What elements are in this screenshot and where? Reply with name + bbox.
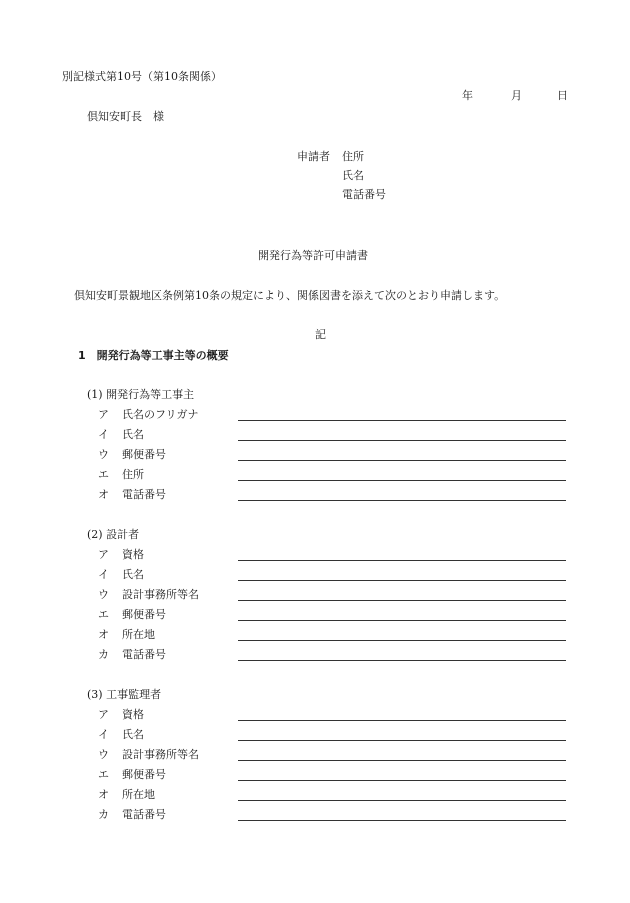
entry-line[interactable] — [238, 600, 566, 601]
item-label: カ — [98, 808, 109, 821]
entry-line[interactable] — [238, 620, 566, 621]
item-text: 電話番号 — [122, 808, 166, 821]
section-title-developer: (1) 開発行為等工事主 — [87, 388, 195, 401]
form-title: 開発行為等許可申請書 — [258, 249, 368, 262]
item-text: 電話番号 — [122, 648, 166, 661]
item-label: オ — [98, 488, 109, 501]
item-text: 氏名のフリガナ — [122, 408, 199, 421]
item-label: オ — [98, 628, 109, 641]
item-label: イ — [98, 428, 109, 441]
item-label: ウ — [98, 448, 109, 461]
item-text: 住所 — [122, 468, 144, 481]
entry-line[interactable] — [238, 460, 566, 461]
section-title-designer: (2) 設計者 — [87, 528, 140, 541]
list-item — [0, 766, 630, 782]
list-item — [0, 626, 630, 642]
item-text: 郵便番号 — [122, 768, 166, 781]
entry-line[interactable] — [238, 440, 566, 441]
list-item — [0, 706, 630, 722]
list-item — [0, 726, 630, 742]
date-year-label: 年 — [462, 89, 473, 102]
item-text: 所在地 — [122, 788, 155, 801]
item-label: ウ — [98, 588, 109, 601]
list-item — [0, 746, 630, 762]
list-item — [0, 486, 630, 502]
item-text: 氏名 — [122, 428, 144, 441]
list-item — [0, 606, 630, 622]
item-label: エ — [98, 468, 109, 481]
list-item — [0, 426, 630, 442]
addressee: 倶知安町長 様 — [87, 110, 164, 123]
item-text: 設計事務所等名 — [122, 588, 199, 601]
item-label: カ — [98, 648, 109, 661]
entry-line[interactable] — [238, 740, 566, 741]
section-heading: 1 開発行為等工事主等の概要 — [78, 349, 229, 362]
ki-label: 記 — [315, 328, 326, 341]
item-label: ウ — [98, 748, 109, 761]
item-text: 郵便番号 — [122, 448, 166, 461]
applicant-phone-label: 電話番号 — [342, 188, 386, 201]
item-text: 氏名 — [122, 728, 144, 741]
item-label: エ — [98, 608, 109, 621]
list-item — [0, 646, 630, 662]
body-text: 倶知安町景観地区条例第10条の規定により、関係図書を添えて次のとおり申請します。 — [74, 289, 506, 302]
entry-line[interactable] — [238, 720, 566, 721]
entry-line[interactable] — [238, 660, 566, 661]
entry-line[interactable] — [238, 580, 566, 581]
list-item — [0, 466, 630, 482]
list-item — [0, 566, 630, 582]
list-item — [0, 786, 630, 802]
item-label: オ — [98, 788, 109, 801]
item-text: 郵便番号 — [122, 608, 166, 621]
item-text: 資格 — [122, 708, 144, 721]
list-item — [0, 546, 630, 562]
form-number: 別記様式第10号（第10条関係） — [62, 70, 222, 83]
entry-line[interactable] — [238, 760, 566, 761]
date-day-label: 日 — [557, 89, 568, 102]
applicant-label: 申請者 — [297, 150, 330, 163]
entry-line[interactable] — [238, 500, 566, 501]
item-text: 資格 — [122, 548, 144, 561]
item-text: 設計事務所等名 — [122, 748, 199, 761]
item-text: 所在地 — [122, 628, 155, 641]
list-item — [0, 806, 630, 822]
entry-line[interactable] — [238, 800, 566, 801]
entry-line[interactable] — [238, 560, 566, 561]
item-label: エ — [98, 768, 109, 781]
date-month-label: 月 — [511, 89, 522, 102]
section-title-supervisor: (3) 工事監理者 — [87, 688, 162, 701]
entry-line[interactable] — [238, 640, 566, 641]
item-text: 電話番号 — [122, 488, 166, 501]
entry-line[interactable] — [238, 480, 566, 481]
item-text: 氏名 — [122, 568, 144, 581]
item-label: ア — [98, 408, 109, 421]
item-label: イ — [98, 728, 109, 741]
entry-line[interactable] — [238, 820, 566, 821]
item-label: イ — [98, 568, 109, 581]
list-item — [0, 406, 630, 422]
list-item — [0, 586, 630, 602]
item-label: ア — [98, 708, 109, 721]
entry-line[interactable] — [238, 420, 566, 421]
item-label: ア — [98, 548, 109, 561]
applicant-address-label: 住所 — [342, 150, 364, 163]
applicant-name-label: 氏名 — [342, 169, 364, 182]
entry-line[interactable] — [238, 780, 566, 781]
list-item — [0, 446, 630, 462]
